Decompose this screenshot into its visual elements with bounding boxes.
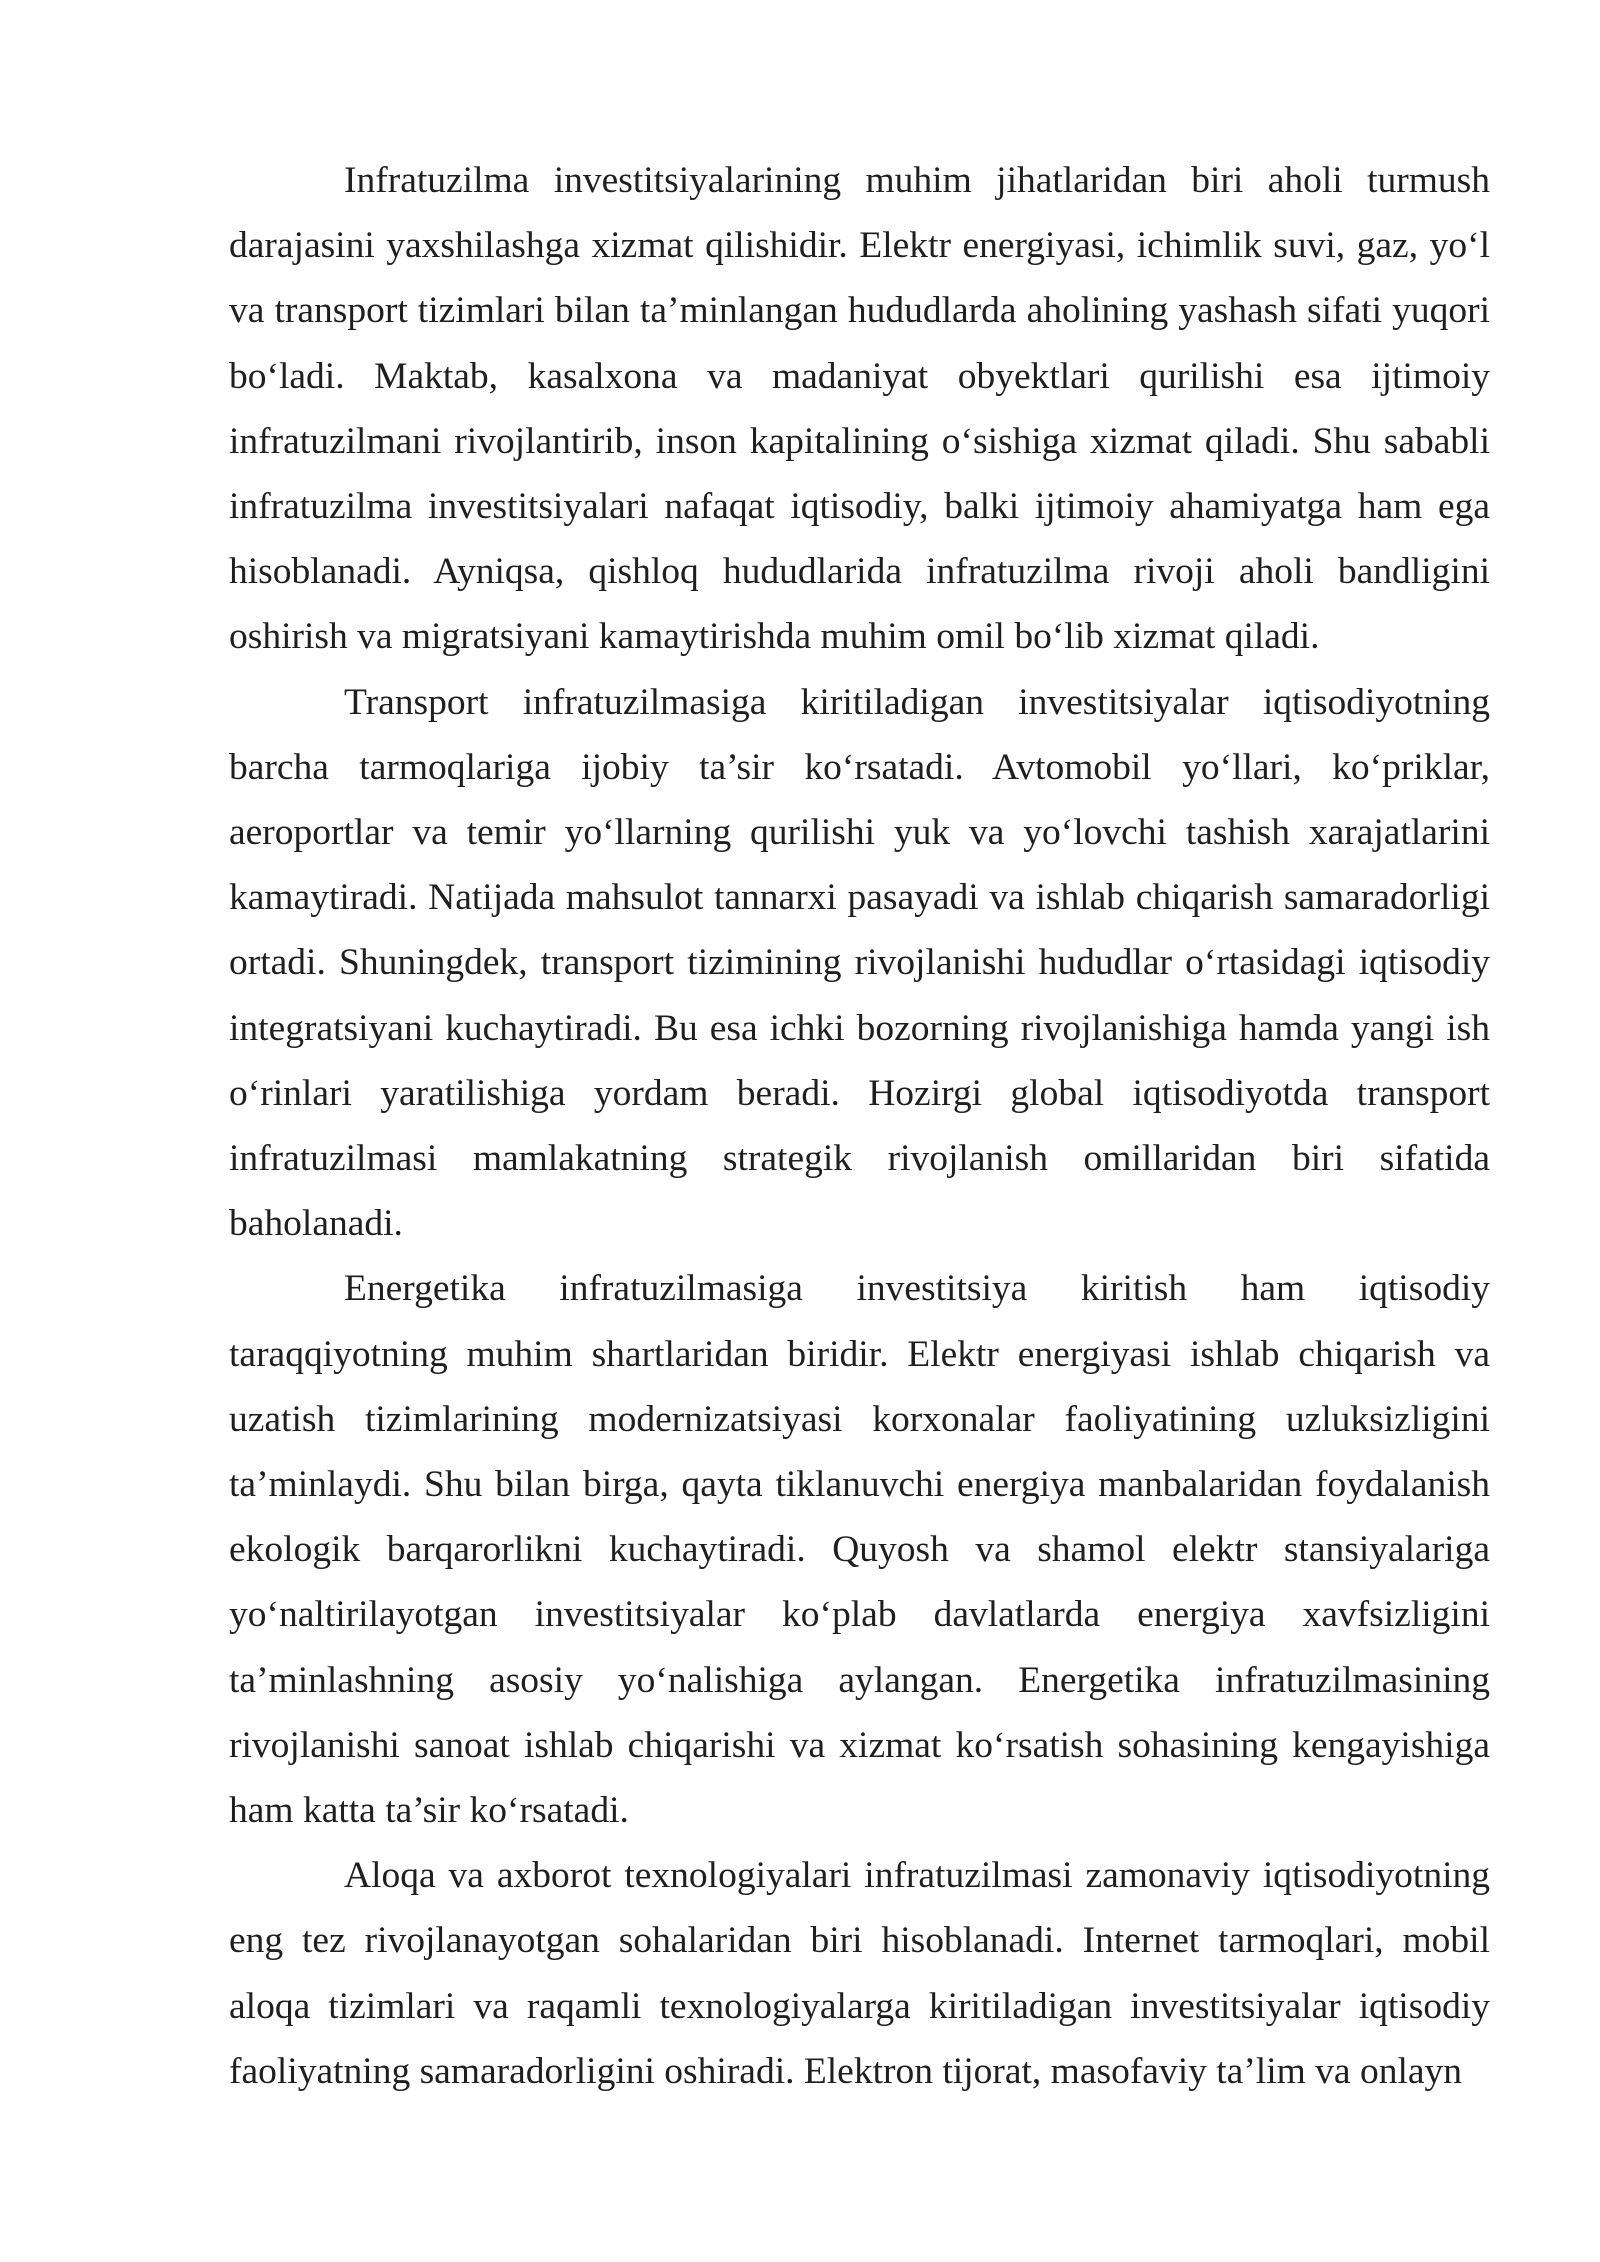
- paragraph-transport-infrastructure: Transport infratuzilmasiga kiritiladigan investitsiyalar iqtisodiyotning barcha tarmoqlariga ijobiy ta’sir ko‘rsatadi. Avtomobil yo‘llari, ko‘priklar, aeroportlar va temir yo‘llarning qurilishi yuk va yo‘lovchi tashish xarajatlarini kamaytiradi. Natijada mahsulot tannarxi pasayadi va ishlab chiqarish samaradorligi ortadi. Shuningdek, transport tizimining rivojlanishi hududlar o‘rtasidagi iqtisodiy integratsiyani kuchaytiradi. Bu esa ichki bozorning rivojlanishiga hamda yangi ish o‘rinlari yaratilishiga yordam beradi. Hozirgi global iqtisodiyotda transport infratuzilmasi mamlakatning strategik rivojlanish omillaridan biri sifatida baholanadi.: [229, 681, 1490, 1245]
- paragraph-communication-infrastructure: Aloqa va axborot texnologiyalari infratuzilmasi zamonaviy iqtisodiyotning eng tez rivojlanayotgan sohalaridan biri hisoblanadi. Internet tarmoqlari, mobil aloqa tizimlari va raqamli texnologiyalarga kiritiladigan investitsiyalar iqtisodiy faoliyatning samaradorligini oshiradi. Elektron tijorat, masofaviy ta’lim va onlayn: [229, 1855, 1490, 2092]
- paragraph-social-infrastructure: Infratuzilma investitsiyalarining muhim jihatlaridan biri aholi turmush darajasini yaxshilashga xizmat qilishidir. Elektr energiyasi, ichimlik suvi, gaz, yo‘l va transport tizimlari bilan ta’minlangan hududlarda aholining yashash sifati yuqori bo‘ladi. Maktab, kasalxona va madaniyat obyektlari qurilishi esa ijtimoiy infratuzilmani rivojlantirib, inson kapitalining o‘sishiga xizmat qiladi. Shu sababli infratuzilma investitsiyalari nafaqat iqtisodiy, balki ijtimoiy ahamiyatga ham ega hisoblanadi. Ayniqsa, qishloq hududlarida infratuzilma rivoji aholi bandligini oshirish va migratsiyani kamaytirishda muhim omil bo‘lib xizmat qiladi.: [229, 160, 1490, 658]
- document-page: [229, 148, 1490, 2104]
- paragraph-energy-infrastructure: Energetika infratuzilmasiga investitsiya kiritish ham iqtisodiy taraqqiyotning muhim shartlaridan biridir. Elektr energiyasi ishlab chiqarish va uzatish tizimlarining modernizatsiyasi korxonalar faoliyatining uzluksizligini ta’minlaydi. Shu bilan birga, qayta tiklanuvchi energiya manbalaridan foydalanish ekologik barqarorlikni kuchaytiradi. Quyosh va shamol elektr stansiyalariga yo‘naltirilayotgan investitsiyalar ko‘plab davlatlarda energiya xavfsizligini ta’minlashning asosiy yo‘nalishiga aylangan. Energetika infratuzilmasining rivojlanishi sanoat ishlab chiqarishi va xizmat ko‘rsatish sohasining kengayishiga ham katta ta’sir ko‘rsatadi.: [229, 1268, 1490, 1832]
